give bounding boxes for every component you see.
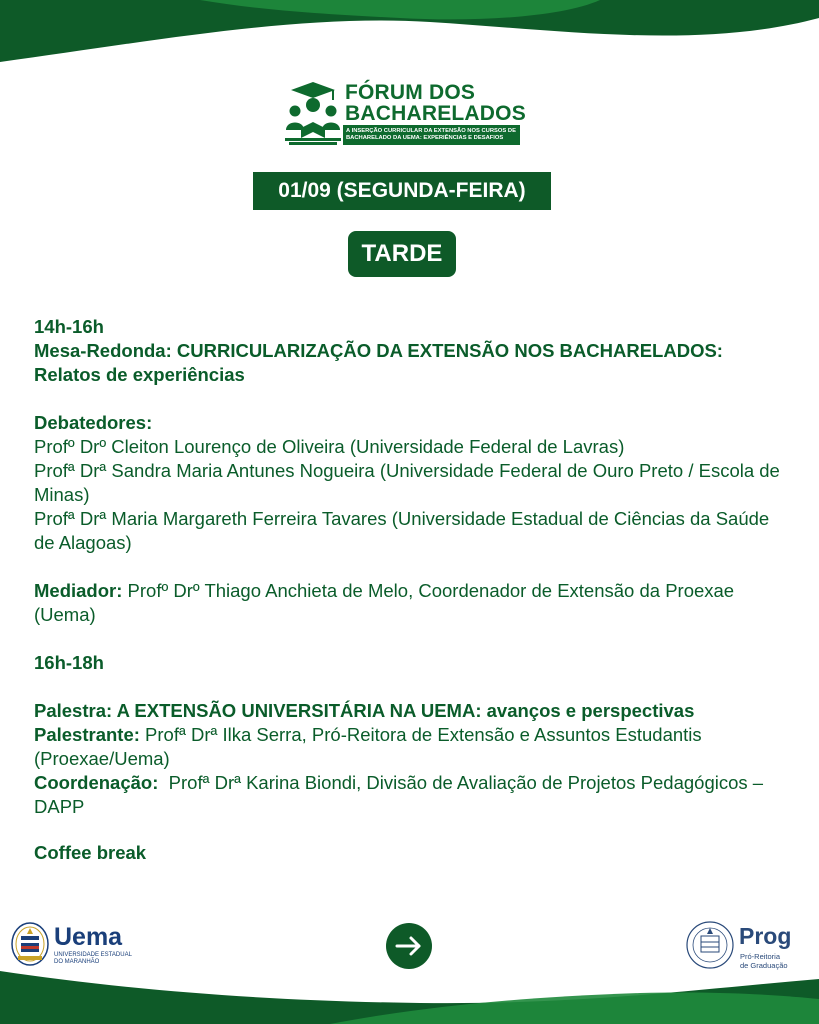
bottom-wave-decoration <box>0 949 819 1024</box>
prog-sub-line2: de Graduação <box>740 961 788 970</box>
period-badge: TARDE <box>348 231 456 277</box>
coordination-value: Profª Drª Karina Biondi, Divisão de Avaliação de Projetos Pedagógicos – DAPP <box>34 772 769 817</box>
speaker-label: Palestrante: <box>34 724 140 745</box>
lecture-title: Palestra: A EXTENSÃO UNIVERSITÁRIA NA UEMA: avanços e perspectivas <box>34 700 695 721</box>
forum-logo <box>283 80 526 148</box>
prog-sub-line1: Pró-Reitoria <box>740 952 781 961</box>
coordination-line <box>34 771 794 819</box>
top-wave-decoration <box>0 0 819 80</box>
logo-title <box>345 82 526 124</box>
debaters-label: Debatedores: <box>34 412 153 433</box>
session1-title-line2: Relatos de experiências <box>34 364 245 385</box>
session2-time: 16h-18h <box>34 652 104 673</box>
uema-sub-line2: DO MARANHÃO <box>54 959 100 965</box>
logo-subtitle-line1: A INSERÇÃO CURRICULAR DA EXTENSÃO NOS CURSOS DE <box>346 128 516 134</box>
session1-time: 14h-16h <box>34 316 104 337</box>
mediator-label: Mediador: <box>34 580 123 601</box>
speaker-value: Profª Drª Ilka Serra, Pró-Reitora de Extensão e Assuntos Estudantis (Proexae/Uema) <box>34 724 702 769</box>
debater-item: Profª Drª Sandra Maria Antunes Nogueira (Universidade Federal de Ouro Preto / Escola de Minas) <box>34 460 780 505</box>
logo-title-line1: FÓRUM DOS <box>345 81 476 104</box>
schedule-content <box>34 315 794 865</box>
logo-subtitle <box>343 125 520 145</box>
logo-title-line2: BACHARELADOS <box>345 102 526 125</box>
mediator-line <box>34 579 794 627</box>
logo-subtitle-line2: BACHARELADO DA UEMA: EXPERIÊNCIAS E DESAFIOS <box>346 134 504 141</box>
debater-item: Profº Drº Cleiton Lourenço de Oliveira (Universidade Federal de Lavras) <box>34 436 625 457</box>
prog-name: Prog <box>739 923 792 949</box>
uema-name: Uema <box>54 923 123 951</box>
session1-title-line1: Mesa-Redonda: CURRICULARIZAÇÃO DA EXTENSÃO NOS BACHARELADOS: <box>34 340 723 361</box>
debater-item: Profª Drª Maria Margareth Ferreira Tavares (Universidade Estadual de Ciências da Saúde de Alagoas) <box>34 508 770 553</box>
date-banner: 01/09 (SEGUNDA-FEIRA) <box>253 172 551 210</box>
graduation-readers-icon <box>283 80 343 146</box>
coordination-label: Coordenação: <box>34 772 159 793</box>
coffee-break: Coffee break <box>34 842 147 863</box>
speaker-line <box>34 723 794 771</box>
mediator-value: Profº Drº Thiago Anchieta de Melo, Coordenador de Extensão da Proexae (Uema) <box>34 580 735 625</box>
uema-sub-line1: UNIVERSIDADE ESTADUAL <box>54 952 132 958</box>
